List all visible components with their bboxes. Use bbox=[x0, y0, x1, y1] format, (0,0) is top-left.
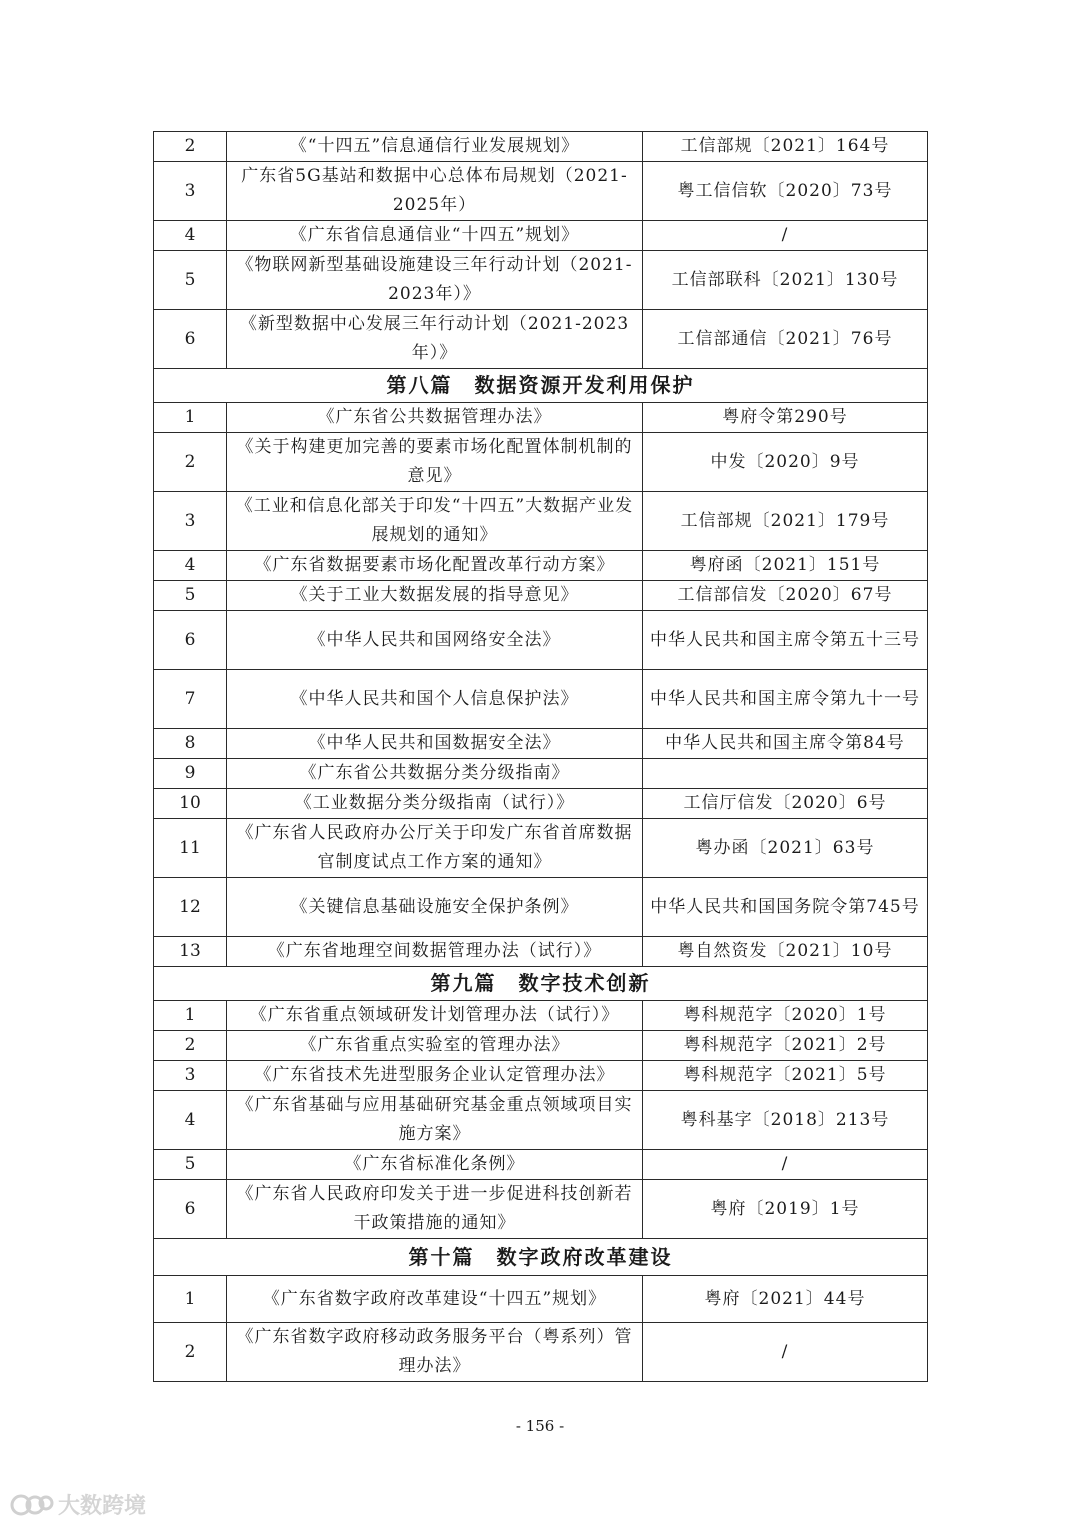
table-row bbox=[154, 1001, 928, 1031]
row-number: 4 bbox=[154, 1091, 227, 1150]
row-number: 12 bbox=[154, 878, 227, 937]
row-number: 1 bbox=[154, 403, 227, 433]
document-reference: 粤府〔2021〕44号 bbox=[643, 1276, 928, 1323]
document-reference: 粤科规范字〔2020〕1号 bbox=[643, 1001, 928, 1031]
table-row bbox=[154, 403, 928, 433]
document-reference: 工信部通信〔2021〕76号 bbox=[643, 310, 928, 369]
row-number: 2 bbox=[154, 1323, 227, 1382]
section-header-row bbox=[154, 369, 928, 403]
document-name: 《广东省信息通信业“十四五”规划》 bbox=[227, 221, 643, 251]
document-name: 《工业数据分类分级指南（试行）》 bbox=[227, 789, 643, 819]
document-name: 《中华人民共和国数据安全法》 bbox=[227, 729, 643, 759]
document-reference: 工信部信发〔2020〕67号 bbox=[643, 581, 928, 611]
document-reference: 粤工信信软〔2020〕73号 bbox=[643, 162, 928, 221]
table-row bbox=[154, 729, 928, 759]
row-number: 1 bbox=[154, 1276, 227, 1323]
section-header-row bbox=[154, 967, 928, 1001]
table-row bbox=[154, 1180, 928, 1239]
table-row bbox=[154, 551, 928, 581]
row-number: 5 bbox=[154, 581, 227, 611]
document-name: 《物联网新型基础设施建设三年行动计划（2021-2023年）》 bbox=[227, 251, 643, 310]
section-header-row bbox=[154, 1239, 928, 1276]
table-row bbox=[154, 132, 928, 162]
row-number: 4 bbox=[154, 221, 227, 251]
row-number: 4 bbox=[154, 551, 227, 581]
document-name: 《广东省公共数据分类分级指南》 bbox=[227, 759, 643, 789]
document-name: 《广东省数字政府改革建设“十四五”规划》 bbox=[227, 1276, 643, 1323]
row-number: 3 bbox=[154, 492, 227, 551]
document-name: 《新型数据中心发展三年行动计划（2021-2023年）》 bbox=[227, 310, 643, 369]
document-name: 《广东省数字政府移动政务服务平台（粤系列）管理办法》 bbox=[227, 1323, 643, 1382]
document-name: 《关于工业大数据发展的指导意见》 bbox=[227, 581, 643, 611]
document-reference: 中华人民共和国主席令第五十三号 bbox=[643, 611, 928, 670]
document-reference: 粤自然资发〔2021〕10号 bbox=[643, 937, 928, 967]
document-reference: 粤府函〔2021〕151号 bbox=[643, 551, 928, 581]
section-title: 第十篇 数字政府改革建设 bbox=[154, 1239, 928, 1276]
document-name: 《广东省数据要素市场化配置改革行动方案》 bbox=[227, 551, 643, 581]
table-row bbox=[154, 581, 928, 611]
table-row bbox=[154, 1091, 928, 1150]
document-reference: / bbox=[643, 1150, 928, 1180]
row-number: 13 bbox=[154, 937, 227, 967]
row-number: 6 bbox=[154, 1180, 227, 1239]
table-row bbox=[154, 670, 928, 729]
table-row bbox=[154, 1150, 928, 1180]
document-reference: 粤科规范字〔2021〕2号 bbox=[643, 1031, 928, 1061]
row-number: 1 bbox=[154, 1001, 227, 1031]
document-name: 《关键信息基础设施安全保护条例》 bbox=[227, 878, 643, 937]
document-name: 《“十四五”信息通信行业发展规划》 bbox=[227, 132, 643, 162]
document-name: 广东省5G基站和数据中心总体布局规划（2021-2025年） bbox=[227, 162, 643, 221]
row-number: 3 bbox=[154, 1061, 227, 1091]
row-number: 3 bbox=[154, 162, 227, 221]
watermark-logo-icon bbox=[10, 1491, 54, 1517]
document-reference: 粤科规范字〔2021〕5号 bbox=[643, 1061, 928, 1091]
document-reference: 工信部规〔2021〕179号 bbox=[643, 492, 928, 551]
table-row bbox=[154, 1031, 928, 1061]
document-reference: 粤府令第290号 bbox=[643, 403, 928, 433]
row-number: 10 bbox=[154, 789, 227, 819]
document-reference: 粤府〔2019〕1号 bbox=[643, 1180, 928, 1239]
document-name: 《关于构建更加完善的要素市场化配置体制机制的意见》 bbox=[227, 433, 643, 492]
document-reference: / bbox=[643, 1323, 928, 1382]
table-row bbox=[154, 310, 928, 369]
document-reference: 工信厅信发〔2020〕6号 bbox=[643, 789, 928, 819]
document-name: 《广东省重点领域研发计划管理办法（试行）》 bbox=[227, 1001, 643, 1031]
row-number: 2 bbox=[154, 132, 227, 162]
document-reference bbox=[643, 759, 928, 789]
document-name: 《广东省基础与应用基础研究基金重点领域项目实施方案》 bbox=[227, 1091, 643, 1150]
document-name: 《中华人民共和国网络安全法》 bbox=[227, 611, 643, 670]
watermark-text: 大数跨境 bbox=[58, 1493, 147, 1519]
table-row bbox=[154, 878, 928, 937]
table-row bbox=[154, 789, 928, 819]
row-number: 6 bbox=[154, 611, 227, 670]
table-row bbox=[154, 221, 928, 251]
document-name: 《广东省地理空间数据管理办法（试行）》 bbox=[227, 937, 643, 967]
table-row bbox=[154, 1276, 928, 1323]
row-number: 8 bbox=[154, 729, 227, 759]
document-name: 《广东省公共数据管理办法》 bbox=[227, 403, 643, 433]
document-name: 《广东省人民政府印发关于进一步促进科技创新若干政策措施的通知》 bbox=[227, 1180, 643, 1239]
row-number: 5 bbox=[154, 1150, 227, 1180]
row-number: 7 bbox=[154, 670, 227, 729]
document-reference: 粤科基字〔2018〕213号 bbox=[643, 1091, 928, 1150]
page-number: - 156 - bbox=[515, 1417, 565, 1435]
table-row bbox=[154, 251, 928, 310]
document-reference: 中发〔2020〕9号 bbox=[643, 433, 928, 492]
document-name: 《广东省人民政府办公厅关于印发广东省首席数据官制度试点工作方案的通知》 bbox=[227, 819, 643, 878]
document-reference: 粤办函〔2021〕63号 bbox=[643, 819, 928, 878]
table-row bbox=[154, 937, 928, 967]
row-number: 9 bbox=[154, 759, 227, 789]
document-reference: 工信部规〔2021〕164号 bbox=[643, 132, 928, 162]
watermark bbox=[10, 1489, 146, 1519]
table-row bbox=[154, 1061, 928, 1091]
document-reference: 中华人民共和国主席令第九十一号 bbox=[643, 670, 928, 729]
row-number: 6 bbox=[154, 310, 227, 369]
document-reference: 中华人民共和国国务院令第745号 bbox=[643, 878, 928, 937]
section-title: 第九篇 数字技术创新 bbox=[154, 967, 928, 1001]
table-row bbox=[154, 759, 928, 789]
document-name: 《广东省重点实验室的管理办法》 bbox=[227, 1031, 643, 1061]
table-row bbox=[154, 433, 928, 492]
document-name: 《中华人民共和国个人信息保护法》 bbox=[227, 670, 643, 729]
row-number: 2 bbox=[154, 433, 227, 492]
document-name: 《工业和信息化部关于印发“十四五”大数据产业发展规划的通知》 bbox=[227, 492, 643, 551]
document-name: 《广东省标准化条例》 bbox=[227, 1150, 643, 1180]
row-number: 2 bbox=[154, 1031, 227, 1061]
document-name: 《广东省技术先进型服务企业认定管理办法》 bbox=[227, 1061, 643, 1091]
document-reference: 中华人民共和国主席令第84号 bbox=[643, 729, 928, 759]
table-row bbox=[154, 611, 928, 670]
table-row bbox=[154, 162, 928, 221]
document-reference: 工信部联科〔2021〕130号 bbox=[643, 251, 928, 310]
table-row bbox=[154, 1323, 928, 1382]
row-number: 11 bbox=[154, 819, 227, 878]
table-row bbox=[154, 492, 928, 551]
table-row bbox=[154, 819, 928, 878]
section-title: 第八篇 数据资源开发利用保护 bbox=[154, 369, 928, 403]
document-reference: / bbox=[643, 221, 928, 251]
regulations-table bbox=[153, 131, 928, 1382]
row-number: 5 bbox=[154, 251, 227, 310]
